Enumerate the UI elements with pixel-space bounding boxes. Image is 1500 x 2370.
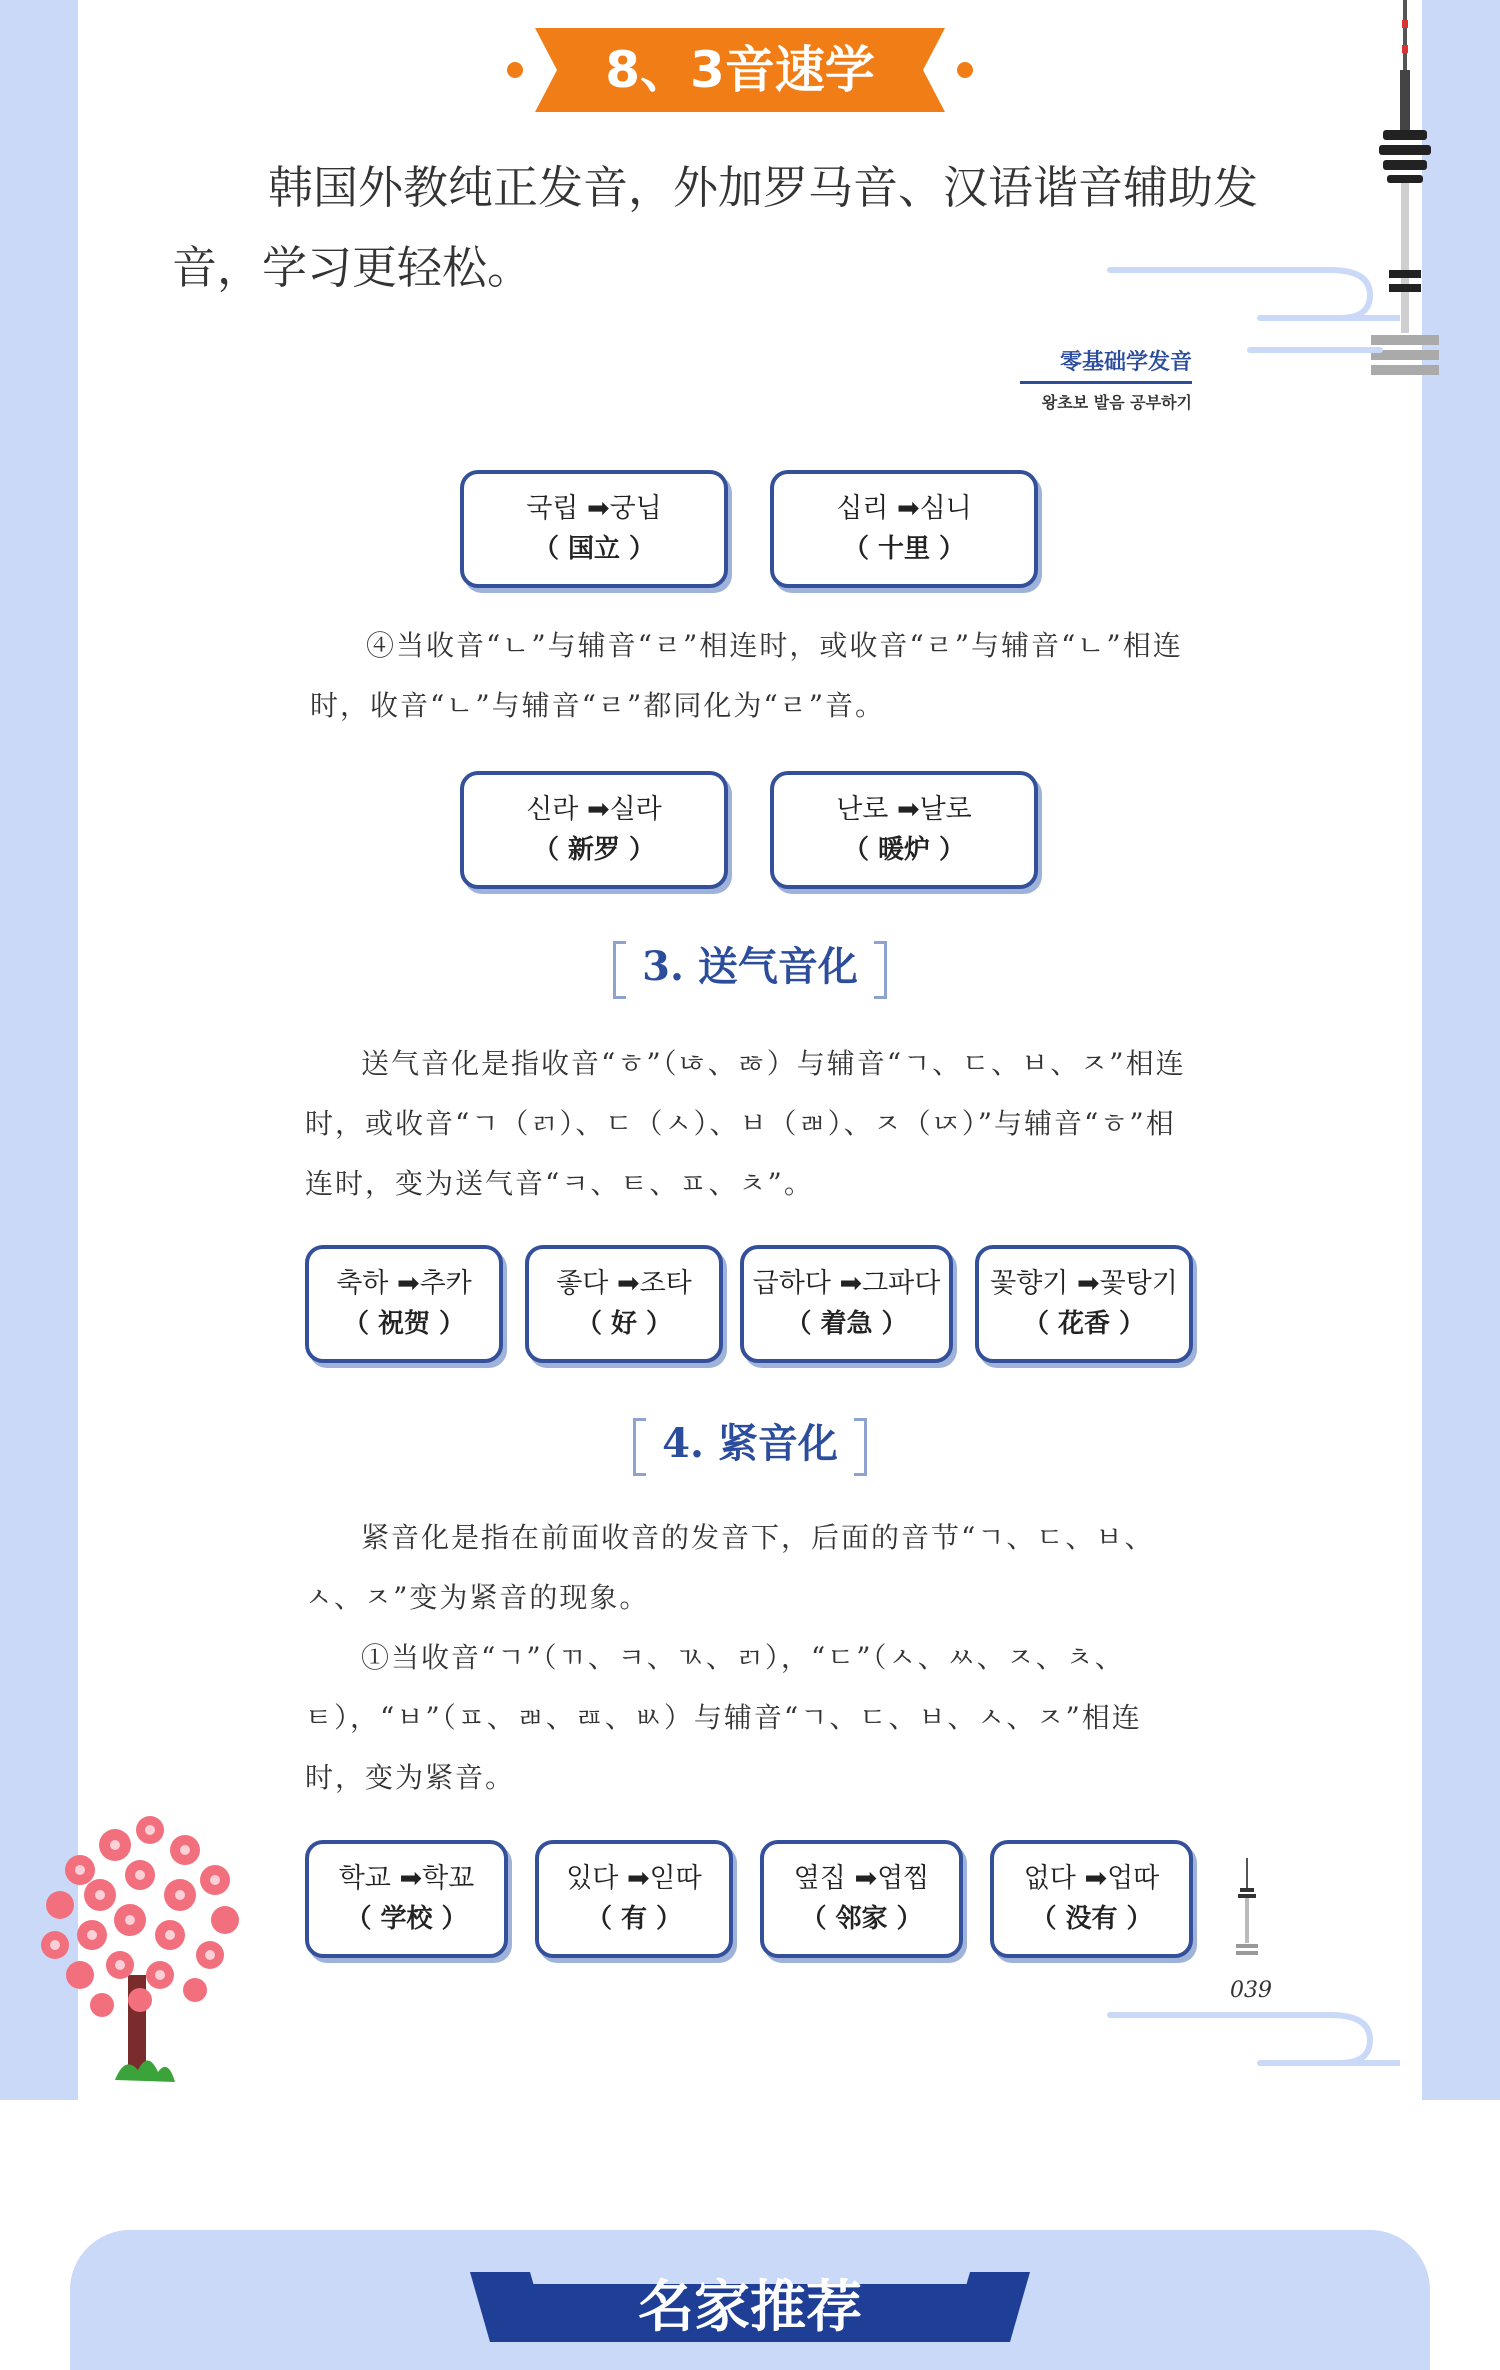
- example-card: [535, 1840, 733, 1958]
- section-4-intro-paragraph: 紧音化是指在前面收音的发音下，后面的音节“ㄱ、ㄷ、ㅂ、ㅅ、ㅈ”变为紧音的现象。: [305, 1521, 1155, 1614]
- example-korean: 축하 ➡추카: [336, 1268, 472, 1299]
- book-label-zh: 零基础学发音: [1020, 345, 1192, 384]
- section-3-paragraph: 送气音化是指收音“ㅎ”（ㄶ、ㅀ）与辅音“ㄱ、ㄷ、ㅂ、ㅈ”相连时，或收音“ㄱ（ㄺ）、ㄷ（ㅅ）、ㅂ（ㄼ）、ㅈ（ㄵ）”与辅音“ㅎ”相连时，变为送气音“ㅋ、ㅌ、ㅍ、ㅊ”。: [305, 1047, 1186, 1200]
- example-korean: 옆집 ➡엽찝: [793, 1863, 930, 1894]
- example-card: [525, 1245, 723, 1363]
- left-side-band: [0, 0, 78, 2100]
- page-number: 039: [1230, 1978, 1272, 2003]
- example-card: [760, 1840, 963, 1958]
- cloud-icon: [1100, 1995, 1400, 2105]
- example-card: [990, 1840, 1193, 1958]
- section-4-title: 4. 紧音化: [662, 1420, 838, 1467]
- example-chinese: （ 祝贺 ）: [342, 1309, 466, 1339]
- example-chinese: （ 国立 ）: [532, 534, 656, 564]
- example-chinese: （ 新罗 ）: [532, 835, 656, 865]
- example-korean: 십리 ➡심니: [836, 493, 972, 524]
- example-korean: 신라 ➡실라: [526, 794, 662, 825]
- example-chinese: （ 暖炉 ）: [842, 835, 966, 865]
- cherry-blossom-tree-icon: [20, 1800, 260, 2110]
- example-korean: 없다 ➡업따: [1023, 1863, 1160, 1894]
- section-4-rule1-paragraph: ①当收音“ㄱ”（ㄲ、ㅋ、ㄳ、ㄺ），“ㄷ”（ㅅ、ㅆ、ㅈ、ㅊ、ㅌ），“ㅂ”（ㅍ、ㄼ、ㄿ、ㅄ）与辅音“ㄱ、ㄷ、ㅂ、ㅅ、ㅈ”相连时，变为紧音。: [305, 1641, 1142, 1794]
- example-korean: 꽃향기 ➡꽃탕기: [990, 1268, 1178, 1299]
- example-card: [975, 1245, 1193, 1363]
- section-banner: [505, 28, 975, 112]
- book-label: [1020, 345, 1192, 413]
- example-korean: 좋다 ➡조타: [556, 1268, 692, 1299]
- example-chinese: （ 着急 ）: [785, 1309, 908, 1339]
- example-korean: 난로 ➡날로: [836, 794, 972, 825]
- bottom-banner-title: 名家推荐: [638, 2275, 862, 2340]
- example-korean: 국립 ➡궁닙: [526, 493, 662, 524]
- book-label-ko: 왕초보 발음 공부하기: [1041, 393, 1192, 412]
- section-3-heading: [550, 935, 950, 999]
- banner-title: 8、3音速学: [605, 41, 875, 99]
- example-card: [460, 470, 728, 588]
- bottom-banner: [470, 2262, 1030, 2342]
- example-chinese: （ 邻家 ）: [800, 1904, 923, 1934]
- example-chinese: （ 花香 ）: [1022, 1309, 1146, 1339]
- example-chinese: （ 学校 ）: [345, 1904, 468, 1934]
- example-card: [770, 470, 1038, 588]
- example-card: [460, 771, 728, 889]
- small-tower-icon: [1232, 1858, 1262, 1958]
- example-card: [305, 1245, 503, 1363]
- example-chinese: （ 十里 ）: [842, 534, 966, 564]
- example-chinese: （ 没有 ）: [1030, 1904, 1153, 1934]
- rule4-paragraph: ④当收音“ㄴ”与辅音“ㄹ”相连时，或收音“ㄹ”与辅音“ㄴ”相连时，收音“ㄴ”与辅音“ㄹ”都同化为“ㄹ”音。: [310, 629, 1183, 722]
- example-korean: 학교 ➡학꾜: [338, 1863, 475, 1894]
- example-card: [740, 1245, 953, 1363]
- example-korean: 급하다 ➡그파다: [752, 1268, 941, 1299]
- section-3-title: 3. 送气音化: [642, 943, 858, 990]
- example-card: [770, 771, 1038, 889]
- intro-text: 韩国外教纯正发音，外加罗马音、汉语谐音辅助发音，学习更轻松。: [172, 161, 1259, 294]
- section-4-heading: [575, 1412, 925, 1476]
- example-korean: 있다 ➡읻따: [566, 1863, 702, 1894]
- example-chinese: （ 有 ）: [585, 1904, 683, 1934]
- example-card: [305, 1840, 508, 1958]
- example-chinese: （ 好 ）: [575, 1309, 673, 1339]
